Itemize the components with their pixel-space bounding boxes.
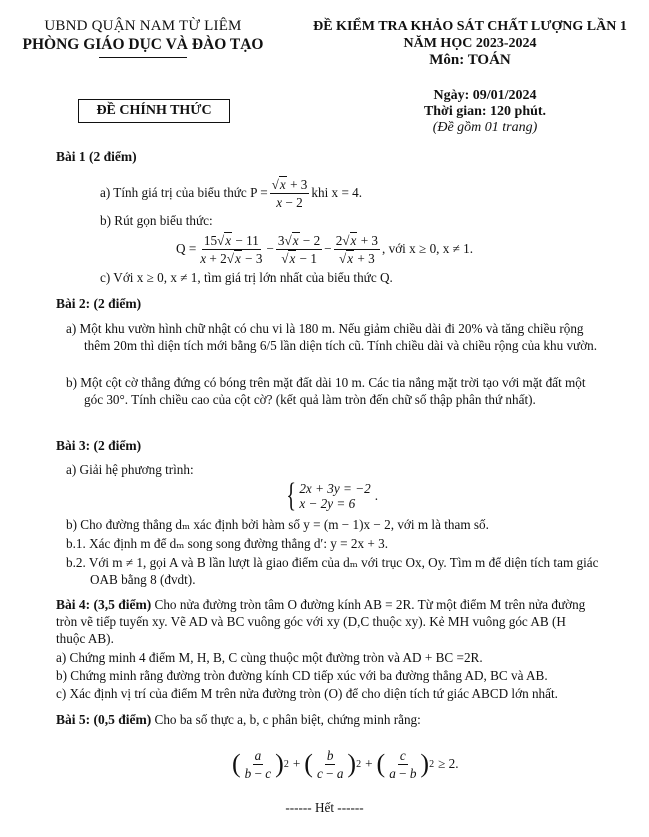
bai4-b: b) Chứng minh rằng đường tròn đường kính CD tiếp xúc với ba đường thẳng AD, BC và AB. — [56, 668, 548, 683]
inequality-suffix: ≥ 2. — [438, 756, 459, 771]
equation-2: x − 2y = 6 — [299, 496, 356, 511]
formula-q: Q = $\frac{15√x - 11}{x + 2√x - 3}$ − $\frac{3√x - 2}{√x - 1}$ − $\frac{2√x + 3}{√x + 3}$ , với x ≥ 0, x ≠ 1. — [176, 232, 474, 266]
bai1-title: Bài 1 (2 điểm) — [56, 149, 137, 164]
department-name: PHÒNG GIÁO DỤC VÀ ĐÀO TẠO — [22, 36, 264, 53]
bai1-a — [100, 174, 362, 212]
bai3-a: a) Giải hệ phương trình: — [66, 462, 194, 477]
bai2-title: Bài 2: (2 điểm) — [56, 296, 142, 311]
bai4-text: Cho nửa đường tròn tâm O đường kính AB = 2R. Từ một điểm M trên nửa đường tròn vẽ tiếp tuyến xy. Vẽ AD và BC vuông góc với xy (D,C thuộc xy). Kẻ MH vuông góc AB (H thuộc AB). — [56, 597, 586, 646]
bai2-b: b) Một cột cờ thẳng đứng có bóng trên mặt đất dài 10 m. Các tia nắng mặt trời tạo với mặt đất một góc 30°. Tính chiều cao của cột cờ? (kết quả làm tròn đến chữ số thập phân thứ nhất). — [66, 375, 586, 407]
bai1-a-prefix: a) Tính giá trị của biểu thức P = — [100, 185, 268, 200]
exam-date: Ngày: 09/01/2024 — [433, 88, 537, 103]
bai3-b1: b.1. Xác định m để dₘ song song đường thẳng d′: y = 2x + 3. — [66, 536, 389, 551]
school-year: NĂM HỌC 2023-2024 — [403, 36, 537, 51]
footer: ------ Hết ------ — [285, 800, 364, 815]
bai4-title: Bài 4: (3,5 điểm) — [56, 597, 152, 612]
header-left — [14, 18, 272, 58]
formula-p: $\frac{√x + 3}{x - 2}$ — [271, 176, 308, 210]
subject: Môn: TOÁN — [429, 52, 511, 68]
equation-1: 2x + 3y = −2 — [299, 481, 371, 496]
brace-icon: { — [286, 477, 297, 514]
official-stamp: ĐỀ CHÍNH THỨC — [78, 99, 230, 123]
bai4-intro — [56, 596, 591, 647]
exam-duration: Thời gian: 120 phút. — [423, 104, 547, 119]
bai1-c: c) Với x ≥ 0, x ≠ 1, tìm giá trị lớn nhất của biểu thức Q. — [100, 270, 393, 285]
inequality: ( $\frac{a}{b - c}$ ) 2 + ( $\frac{b}{c - a}$ ) 2 + ( $\frac{c}{a - b}$ ) 2 ≥ 2. — [232, 747, 459, 781]
header-right — [300, 18, 640, 69]
bai4-c: c) Xác định vị trí của điểm M trên nửa đường tròn (O) để cho diện tích tứ giác ABCD lớn nhất. — [56, 686, 558, 701]
bai1-a-suffix: khi x = 4. — [311, 185, 363, 200]
header-rule — [99, 57, 187, 58]
equation-system: { 2x + 3y = −2 x − 2y = 6 . — [286, 477, 378, 514]
bai3-title: Bài 3: (2 điểm) — [56, 438, 142, 453]
exam-info — [360, 88, 610, 136]
bai2-a: a) Một khu vườn hình chữ nhật có chu vi là 180 m. Nếu giảm chiều dài đi 20% và tăng chiều rộng thêm 20m thì diện tích mới bằng 6/5 lần diện tích cũ. Tính chiều dài và chiều rộng của khu vườn. — [66, 321, 598, 353]
bai4-a: a) Chứng minh 4 điểm M, H, B, C cùng thuộc một đường tròn và AD + BC =2R. — [56, 650, 483, 665]
bai1-b: b) Rút gọn biểu thức: — [100, 213, 213, 228]
formula-q-condition: , với x ≥ 0, x ≠ 1. — [382, 241, 474, 256]
bai5-text: Cho ba số thực a, b, c phân biệt, chứng minh rằng: — [151, 712, 421, 727]
bai5-intro — [56, 712, 421, 728]
exam-pages: (Đề gồm 01 trang) — [432, 120, 538, 135]
bai3-b2: b.2. Với m ≠ 1, gọi A và B lần lượt là giao điểm của dₘ với trục Ox, Oy. Tìm m để diện tích tam giác OAB bằng 8 (đvdt). — [66, 555, 599, 587]
district-name: UBND QUẬN NAM TỪ LIÊM — [44, 18, 242, 34]
bai5-title: Bài 5: (0,5 điểm) — [56, 712, 152, 727]
bai3-b: b) Cho đường thẳng dₘ xác định bởi hàm số y = (m − 1)x − 2, với m là tham số. — [66, 517, 489, 532]
exam-title: ĐỀ KIỂM TRA KHẢO SÁT CHẤT LƯỢNG LẦN 1 — [313, 19, 627, 34]
